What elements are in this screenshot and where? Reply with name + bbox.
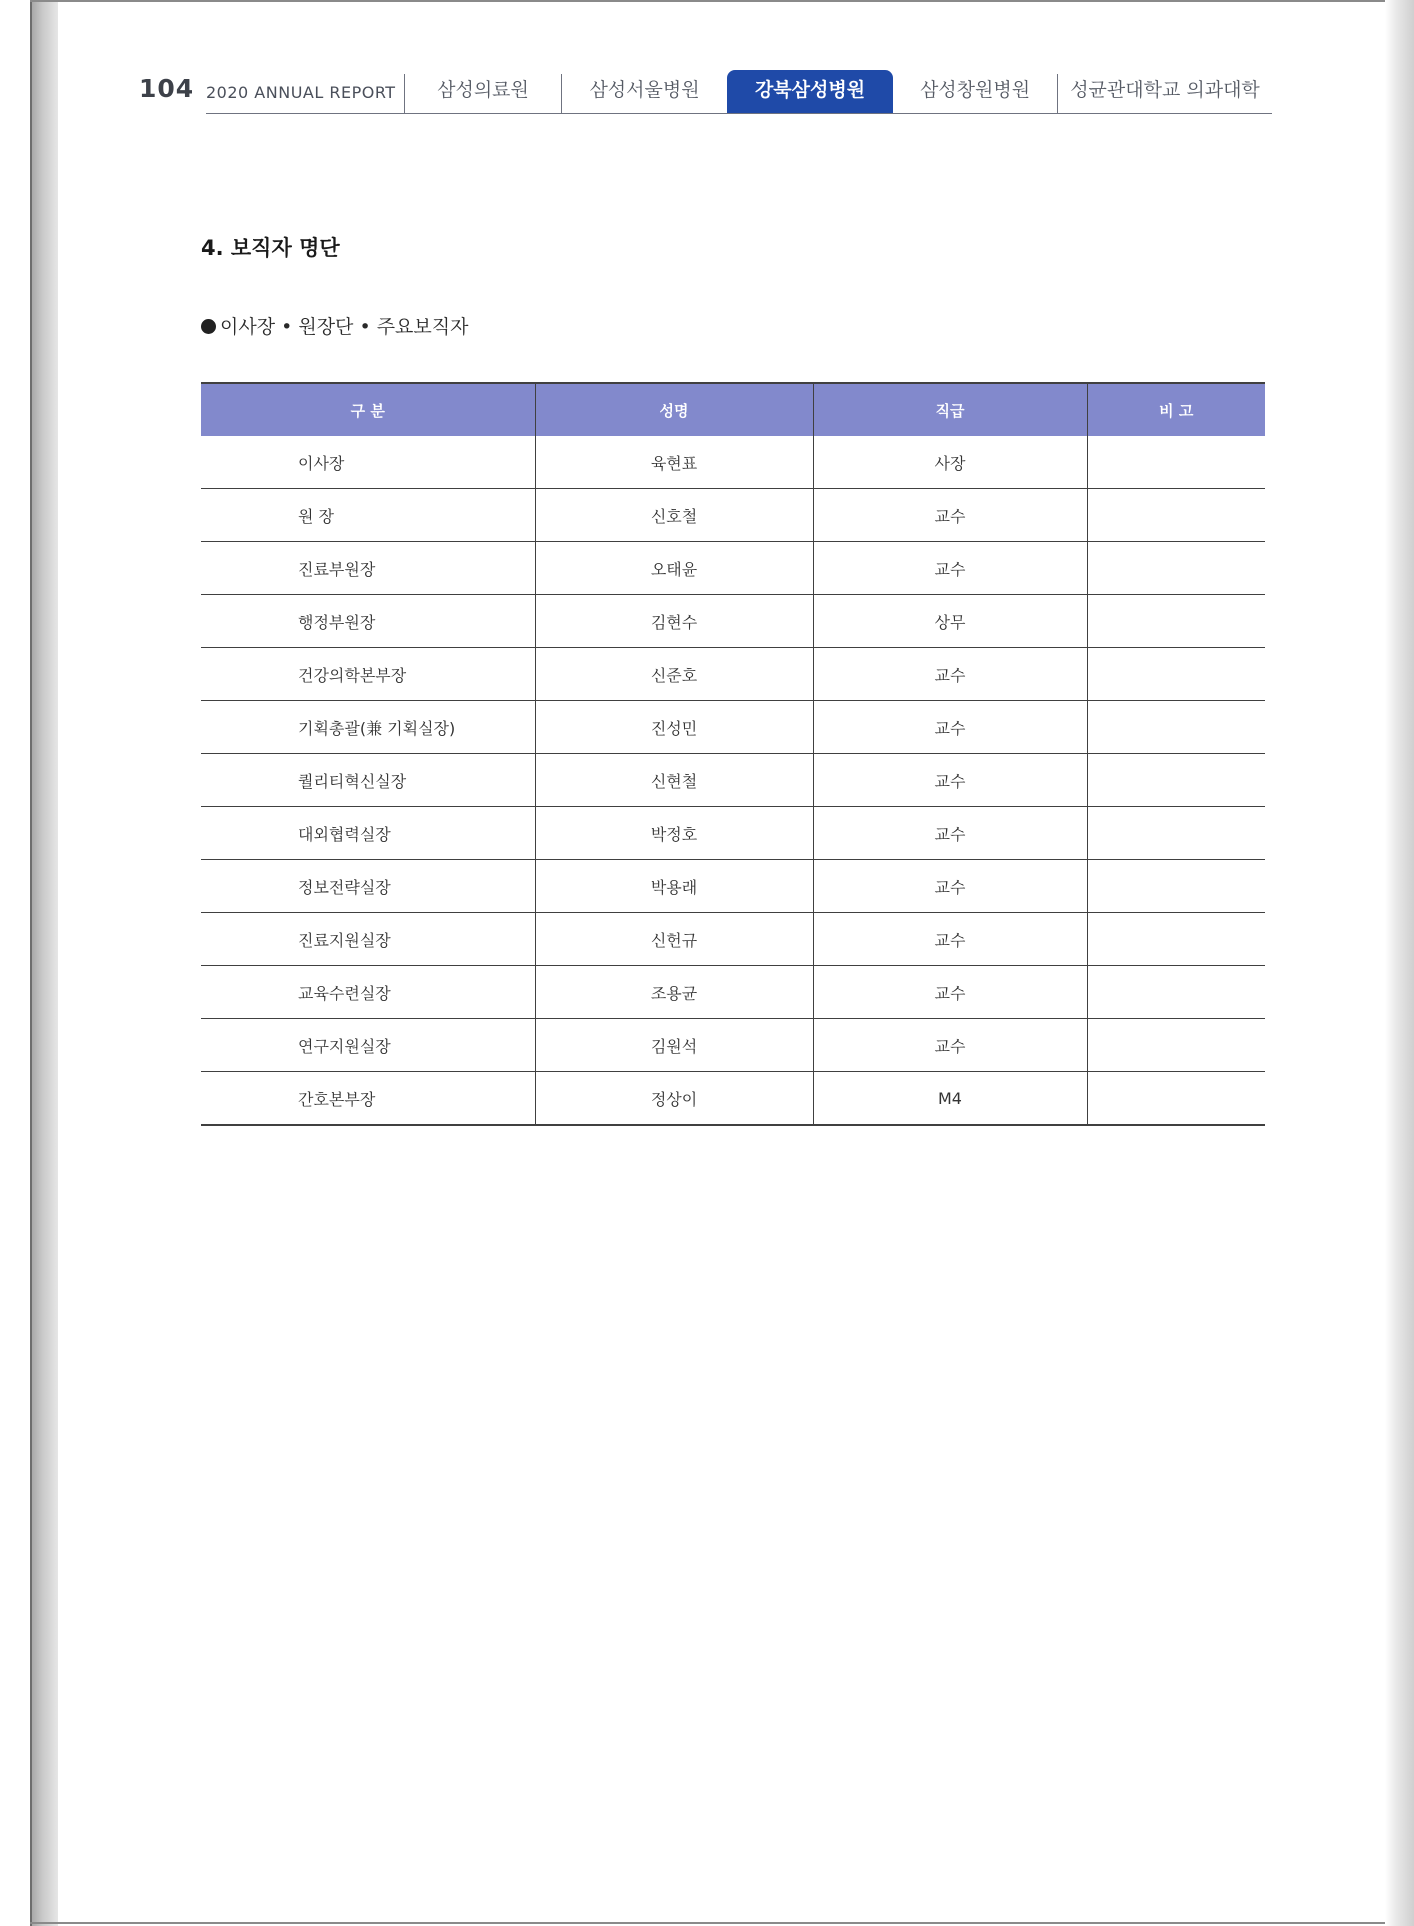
table-row xyxy=(201,754,1265,807)
subsection-heading xyxy=(201,312,468,339)
cell-name: 박정호 xyxy=(535,807,813,860)
table-row xyxy=(201,966,1265,1019)
table-row xyxy=(201,595,1265,648)
tab-skku-medical-school[interactable]: 성균관대학교 의과대학 xyxy=(1070,79,1260,101)
table-row xyxy=(201,436,1265,489)
cell-rank: 교수 xyxy=(813,542,1087,595)
cell-name: 신현철 xyxy=(535,754,813,807)
cell-division: 진료부원장 xyxy=(201,542,535,595)
cell-division: 이사장 xyxy=(298,453,345,473)
cell-name: 진성민 xyxy=(535,701,813,754)
table-row xyxy=(201,1072,1265,1126)
cell-rank: 교수 xyxy=(813,1019,1087,1072)
table-header-row xyxy=(201,383,1265,436)
tab-samsung-seoul-hospital[interactable]: 삼성서울병원 xyxy=(589,79,700,101)
cell-name: 박용래 xyxy=(535,860,813,913)
cell-division: 대외협력실장 xyxy=(201,807,535,860)
staff-table xyxy=(201,382,1265,1126)
cell-division: 연구지원실장 xyxy=(201,1019,535,1072)
cell-remarks xyxy=(1087,807,1265,860)
column-header-remarks: 비 고 xyxy=(1087,383,1265,436)
table-row xyxy=(201,913,1265,966)
cell-division: 진료지원실장 xyxy=(201,913,535,966)
page-right-shadow xyxy=(1385,0,1414,1926)
cell-remarks xyxy=(1087,701,1265,754)
cell-remarks xyxy=(1087,648,1265,701)
cell-name: 신준호 xyxy=(535,648,813,701)
cell-division: 교육수련실장 xyxy=(201,966,535,1019)
cell-division: 기획총괄(兼 기획실장) xyxy=(201,701,535,754)
tab-kangbuk-samsung-hospital[interactable]: 강북삼성병원 xyxy=(727,70,893,114)
cell-name: 조용균 xyxy=(535,966,813,1019)
cell-rank: 교수 xyxy=(813,701,1087,754)
cell-division: 건강의학본부장 xyxy=(201,648,535,701)
cell-division: 간호본부장 xyxy=(201,1072,535,1126)
report-title: 2020 ANNUAL REPORT xyxy=(206,83,396,102)
cell-rank: 교수 xyxy=(813,754,1087,807)
cell-rank: 교수 xyxy=(813,489,1087,542)
table-row xyxy=(201,542,1265,595)
cell-rank: 사장 xyxy=(813,436,1087,489)
table-row xyxy=(201,860,1265,913)
cell-name: 오태윤 xyxy=(535,542,813,595)
cell-name: 김원석 xyxy=(535,1019,813,1072)
cell-rank: 교수 xyxy=(813,966,1087,1019)
section-title: 4. 보직자 명단 xyxy=(201,236,340,260)
page-top-edge xyxy=(30,0,1400,2)
cell-rank: 상무 xyxy=(813,595,1087,648)
cell-rank: 교수 xyxy=(813,648,1087,701)
column-header-name: 성명 xyxy=(535,383,813,436)
table-row xyxy=(201,489,1265,542)
table-row xyxy=(201,807,1265,860)
subsection-title: 이사장 • 원장단 • 주요보직자 xyxy=(220,316,469,338)
cell-division: 정보전략실장 xyxy=(201,860,535,913)
bullet-icon xyxy=(201,319,216,334)
table-row xyxy=(201,648,1265,701)
cell-rank: 교수 xyxy=(813,913,1087,966)
page-bottom-edge xyxy=(30,1922,1400,1924)
cell-name: 김현수 xyxy=(535,595,813,648)
cell-remarks xyxy=(1087,489,1265,542)
cell-rank: M4 xyxy=(813,1072,1087,1126)
header-rule xyxy=(206,113,1272,114)
page-number: 104 xyxy=(139,74,195,103)
staff-table-body xyxy=(201,436,1265,1125)
cell-name: 육현표 xyxy=(535,436,813,489)
cell-rank: 교수 xyxy=(813,860,1087,913)
cell-remarks xyxy=(1087,595,1265,648)
table-row xyxy=(201,1019,1265,1072)
cell-division: 퀄리티혁신실장 xyxy=(201,754,535,807)
cell-name: 신헌규 xyxy=(535,913,813,966)
cell-rank: 교수 xyxy=(813,807,1087,860)
cell-remarks xyxy=(1087,966,1265,1019)
page-spine-shadow xyxy=(32,0,58,1926)
tab-samsung-medical-center[interactable]: 삼성의료원 xyxy=(437,79,529,101)
cell-division: 원 장 xyxy=(201,489,535,542)
cell-remarks xyxy=(1087,860,1265,913)
cell-remarks xyxy=(1087,1072,1265,1126)
tab-samsung-changwon-hospital[interactable]: 삼성창원병원 xyxy=(919,79,1031,101)
column-header-division: 구 분 xyxy=(201,383,535,436)
column-header-rank: 직급 xyxy=(813,383,1087,436)
cell-remarks xyxy=(1087,1019,1265,1072)
cell-name: 신호철 xyxy=(535,489,813,542)
cell-name: 정상이 xyxy=(535,1072,813,1126)
cell-remarks xyxy=(1087,542,1265,595)
table-row xyxy=(201,701,1265,754)
cell-division: 행정부원장 xyxy=(201,595,535,648)
cell-remarks xyxy=(1087,913,1265,966)
cell-remarks xyxy=(1087,754,1265,807)
cell-remarks xyxy=(1087,436,1265,489)
